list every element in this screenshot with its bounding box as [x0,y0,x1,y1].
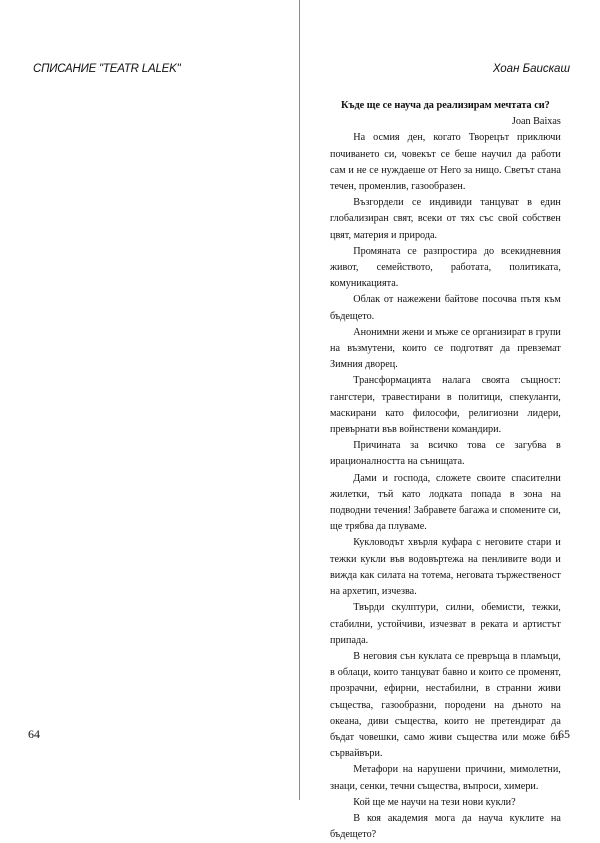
paragraph: В коя академия мога да науча куклите на бъдещето? [330,812,561,841]
left-page-number: 64 [28,727,40,741]
paragraph: Промяната се разпростира до всекидневния живот, семейството, работата, политиката, комуникацията. [330,245,561,290]
paragraph: Възгордели се индивиди танцуват в един глобализиран свят, всеки от тях със свой собствен цвят, материя и природа. [330,197,561,241]
right-running-head: Хоан Баискаш [492,63,570,75]
paragraph: Облак от нажежени байтове посочва пътя към бъдещето. [330,294,561,322]
article-author: Joan Baixas [511,116,561,128]
paragraph: В неговия сън куклата се превръща в пламъци, в облаци, които танцуват бавно и които се променят, прозрачни, ефирни, нестабилни, в странни живи същества, газообразни, породени на дъното на океана, диви същества, които не претендират да бъдат човешки, само живи същества или може би сървайвъри. [330,650,561,760]
left-running-head: СПИСАНИЕ "TEATR LALEK" [33,63,181,75]
right-page-number: 65 [558,727,570,741]
article-title: Къде ще се науча да реализирам мечтата си? [341,100,550,111]
paragraph: Дами и господа, сложете своите спасителни жилетки, тъй като лодката попада в зона на подводни течения! Забравете багажа и спомените си, ще трябва да плуваме. [330,472,561,533]
paragraph: Кукловодът хвърля куфара с неговите стари и тежки кукли във водовъртежа на пенливите води и вижда как силата на тотема, неговата тържественост на архетип, изчезва. [330,537,561,598]
left-page [0,0,299,800]
paragraph: Метафори на нарушени причини, мимолетни, знаци, сенки, течни същества, въпроси, химери. [330,764,561,792]
paragraph: Твърди скулптури, силни, обемисти, тежки, стабилни, устойчиви, изчезват в реката и артистът припада. [330,602,561,646]
paragraph: Причината за всичко това се загубва в ирационалността на сънищата. [330,440,561,468]
paragraph: Анонимни жени и мъже се организират в групи на възмутени, които се подготвят да превземат Зимния дворец. [330,326,561,371]
article-body [330,98,561,843]
paragraph: Трансформацията налага своята същност: гангстери, травестирани в политици, спекуланти, маскирани като философи, религиозни лидери, превърнати във войнствени командири. [330,375,561,436]
right-page [300,0,600,841]
paragraph: На осмия ден, когато Творецът приключи почиването си, човекът се беше научил да работи сам и не се нуждаеше от Него за нищо. Светът стана течен, променлив, газообразен. [330,132,561,193]
paragraph: Кой ще ме научи на тези нови кукли? [353,796,516,808]
